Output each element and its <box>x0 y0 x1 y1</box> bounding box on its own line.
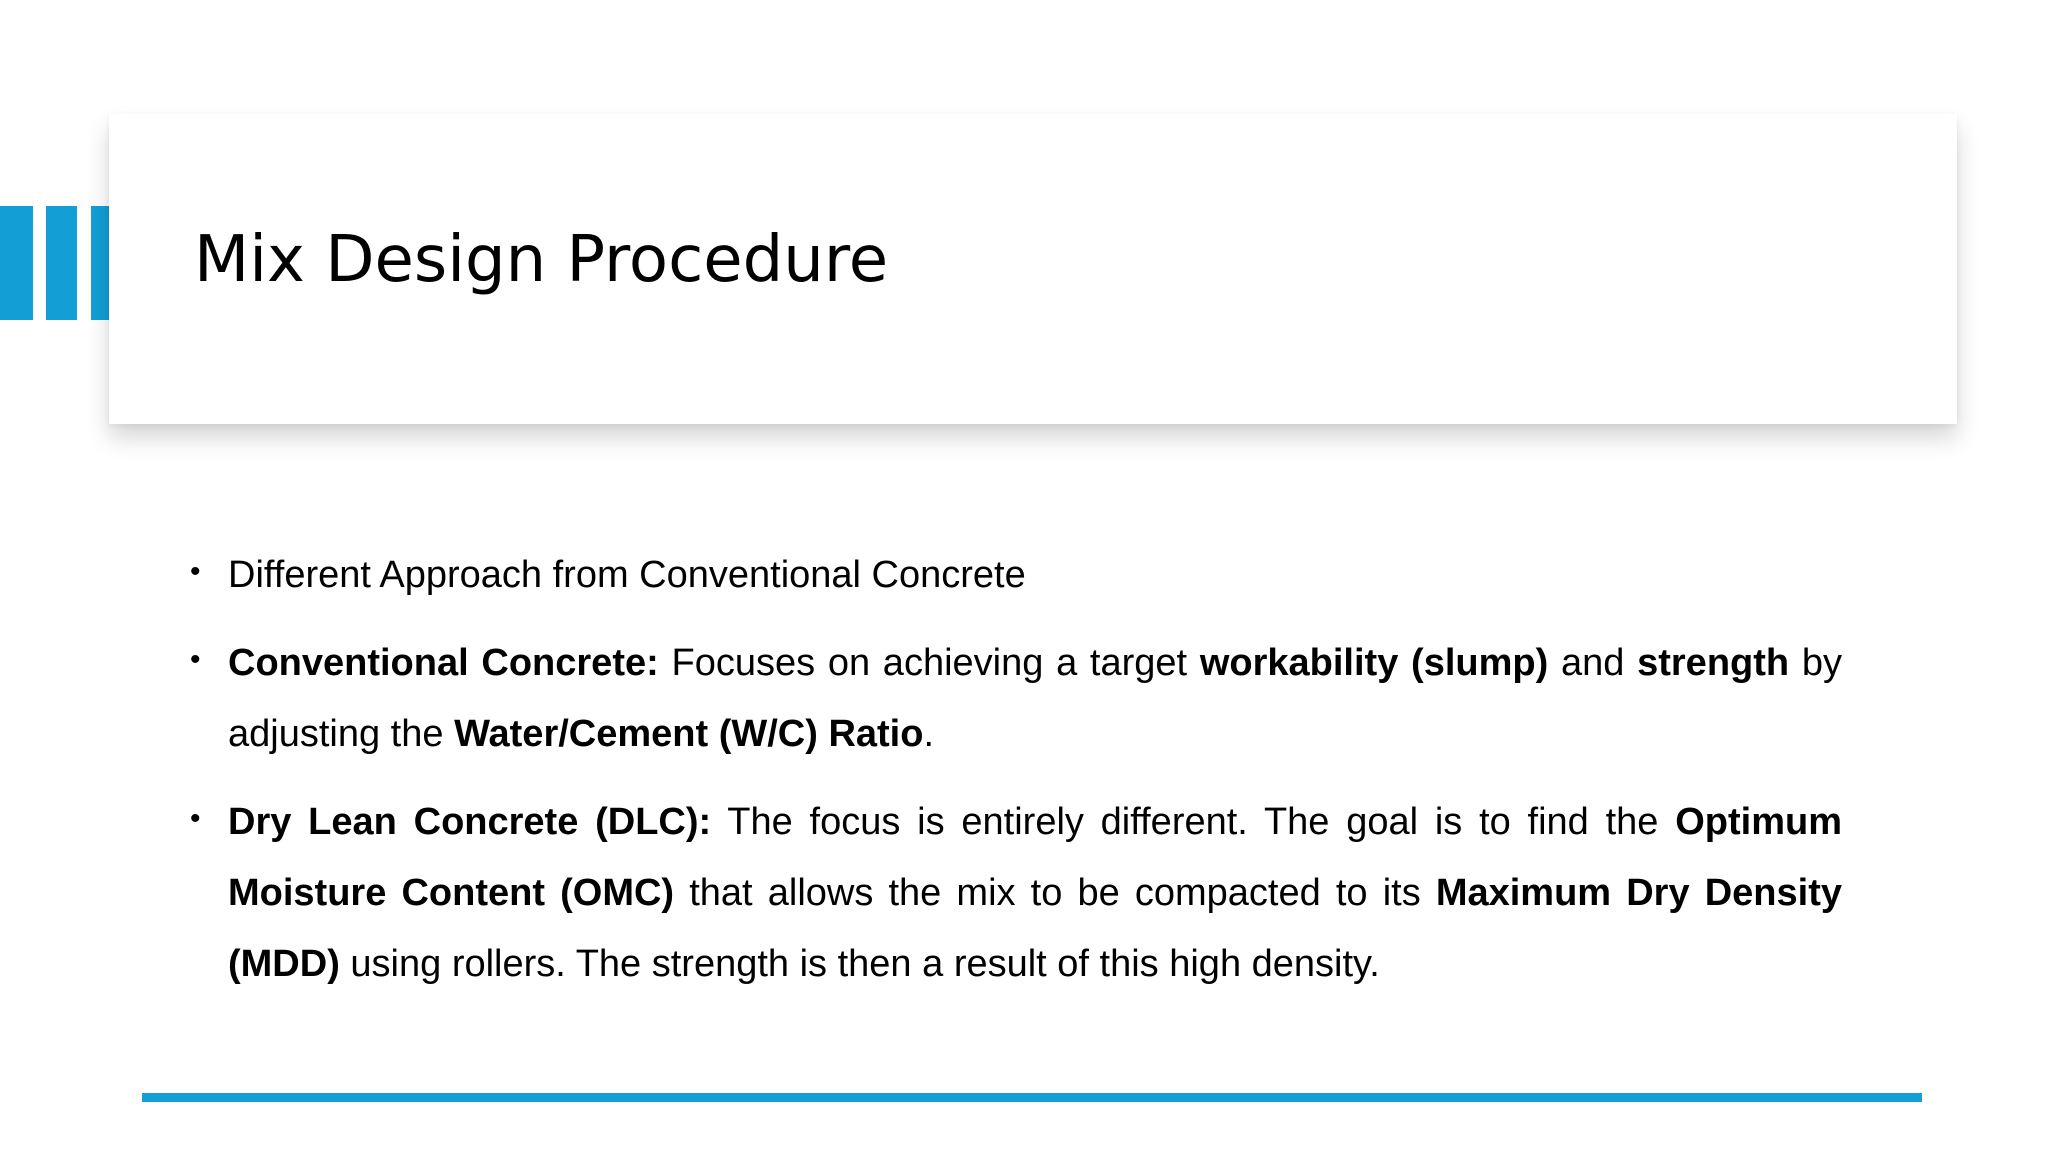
bullet-text: Focuses on achieving a target <box>658 642 1200 684</box>
bullet-text: and <box>1548 642 1638 684</box>
bullet-lead: Dry Lean Concrete (DLC): <box>228 801 712 843</box>
accent-bar-right <box>91 206 109 320</box>
bullet-text: that allows the mix to be compacted to its <box>674 872 1436 914</box>
bullet-list <box>190 540 1842 1000</box>
bullet-item <box>190 540 1842 611</box>
bullet-emphasis: workability (slump) <box>1199 642 1549 684</box>
bullet-text: . <box>923 713 935 755</box>
bullet-text: using rollers. The strength is then a result of this high density. <box>339 943 1380 985</box>
bullet-text: The focus is entirely different. The goal is to find the <box>711 801 1676 843</box>
slide-title: Mix Design Procedure <box>194 223 889 297</box>
bullet-item <box>190 628 1842 770</box>
bottom-divider <box>142 1093 1922 1102</box>
title-card <box>109 114 1957 424</box>
bullet-text: by adjusting the <box>228 642 1842 755</box>
accent-bar-left <box>0 206 33 320</box>
slide-content <box>190 540 1842 1017</box>
bullet-text: Different Approach from Conventional Concrete <box>228 554 1026 596</box>
bullet-lead: Conventional Concrete: <box>228 642 659 684</box>
bullet-emphasis: Water/Cement (W/C) Ratio <box>454 713 924 755</box>
bullet-emphasis: strength <box>1637 642 1790 684</box>
bullet-emphasis: Maximum Dry Density (MDD) <box>228 872 1842 985</box>
bullet-emphasis: Optimum Moisture Content (OMC) <box>228 801 1842 914</box>
accent-bar-middle <box>46 206 77 320</box>
bullet-item <box>190 787 1842 1000</box>
